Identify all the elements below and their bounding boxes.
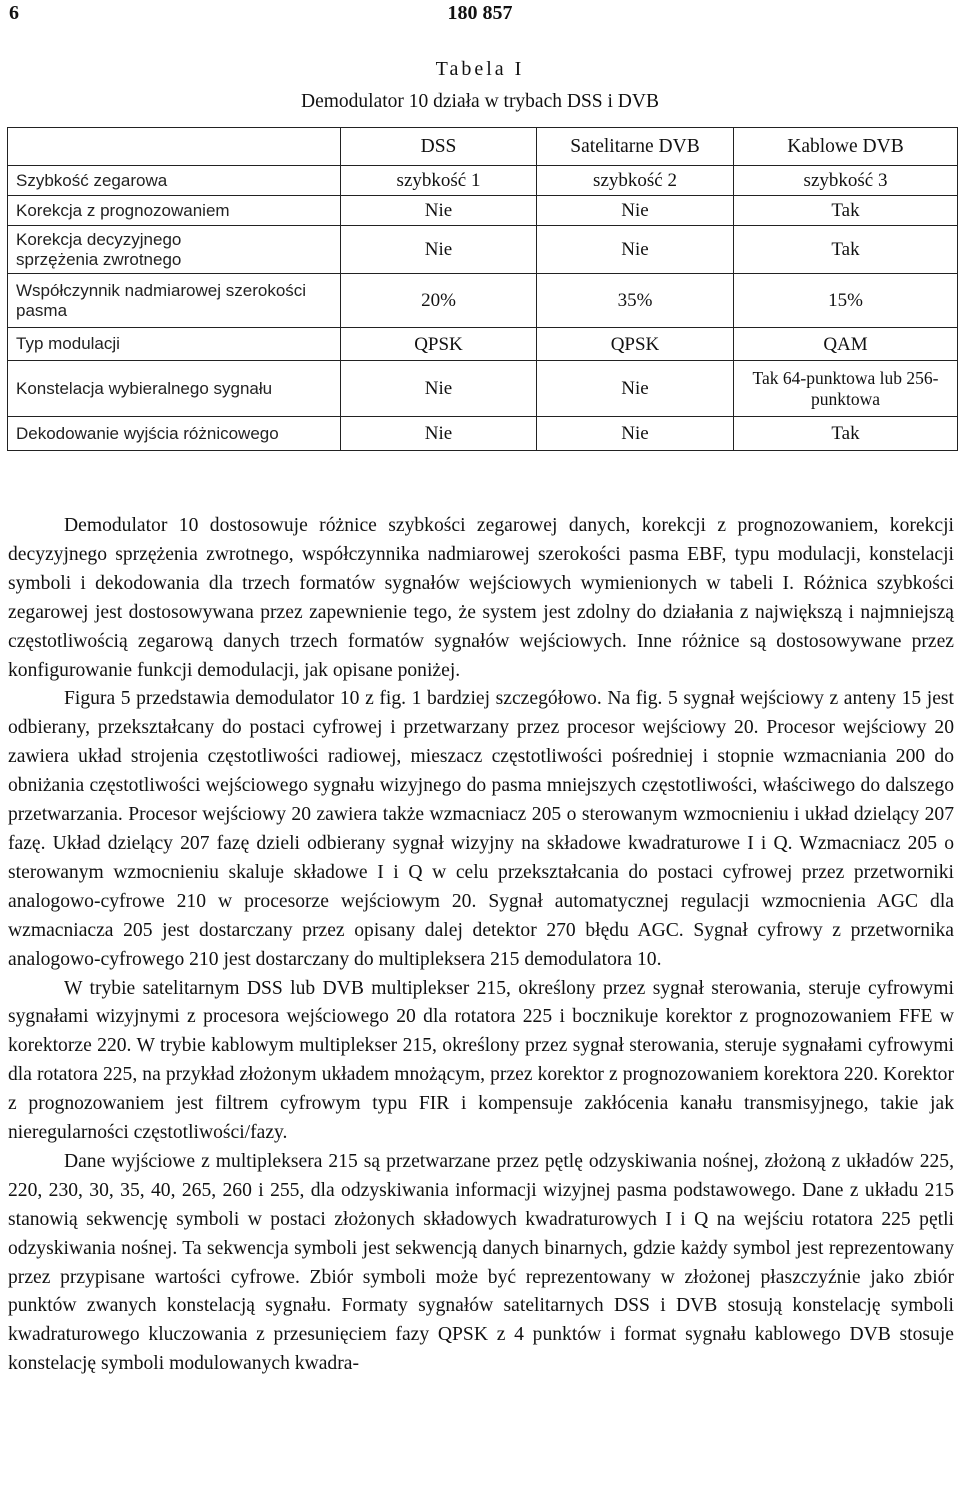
cell-cable-dvb: Tak bbox=[734, 226, 958, 274]
cell-dss: szybkość 1 bbox=[341, 166, 537, 196]
cell-satellite-dvb: Nie bbox=[537, 196, 734, 226]
row-label: Korekcja decyzyjnego sprzężenia zwrotnego bbox=[8, 226, 341, 274]
table-row bbox=[8, 274, 958, 328]
column-header-cable-dvb: Kablowe DVB bbox=[734, 128, 958, 166]
cell-satellite-dvb: Nie bbox=[537, 226, 734, 274]
row-label: Dekodowanie wyjścia różnicowego bbox=[8, 417, 341, 451]
row-label: Typ modulacji bbox=[8, 328, 341, 361]
table-row bbox=[8, 417, 958, 451]
cell-cable-dvb: QAM bbox=[734, 328, 958, 361]
table-row bbox=[8, 196, 958, 226]
cell-dss: Nie bbox=[341, 361, 537, 417]
cell-satellite-dvb: 35% bbox=[537, 274, 734, 328]
table-row bbox=[8, 328, 958, 361]
cell-cable-dvb: Tak bbox=[734, 417, 958, 451]
cell-cable-dvb: szybkość 3 bbox=[734, 166, 958, 196]
table-header-row bbox=[8, 128, 958, 166]
column-header-satellite-dvb: Satelitarne DVB bbox=[537, 128, 734, 166]
paragraph: W trybie satelitarnym DSS lub DVB multiplekser 215, określony przez sygnał sterowania, steruje cyfrowymi sygnałami wizyjnymi z procesora wejściowego 20 dla rotatora 225 i bocznikuje korektor z prognozowaniem FFE w korektorze 220. W trybie kablowym multiplekser 215, określony przez sygnał sterowania, steruje sygnałami cyfrowymi dla rotatora 225, na przykład złożonym układem mnożącym, przez korektor z prognozowaniem korektora 220. Korektor z prognozowaniem jest filtrem cyfrowym typu FIR i kompensuje zakłócenia kanału transmisyjnego, takie jak nieregularności częstotliwości/fazy. bbox=[8, 977, 954, 1144]
row-label: Korekcja z prognozowaniem bbox=[8, 196, 341, 226]
table-title: Demodulator 10 działa w trybach DSS i DVB bbox=[301, 91, 659, 112]
cell-dss: Nie bbox=[341, 196, 537, 226]
page-number: 6 bbox=[9, 2, 19, 24]
cell-dss: QPSK bbox=[341, 328, 537, 361]
paragraph: Figura 5 przedstawia demodulator 10 z fig. 1 bardziej szczegółowo. Na fig. 5 sygnał wejściowy z anteny 15 jest odbierany, przekształcany do postaci cyfrowej i przetwarzany przez procesor wejściowy 20. Procesor wejściowy 20 zawiera układ strojenia częstotliwości radiowej, mieszacz częstotliwości pośredniej i stopnie wzmacniania 200 do obniżania częstotliwości wejściowego sygnału wizyjnego do pasma mniejszych częstotliwości, właściwego do dalszego przetwarzania. Procesor wejściowy 20 zawiera także wzmacniacz 205 o sterowanym wzmocnieniu i układ dzielący 207 fazę. Układ dzielący 207 fazę dzieli odbierany sygnał wizyjny na składowe kwadraturowe I i Q. Wzmacniacz 205 o sterowanym wzmocnieniu skaluje składowe I i Q w celu przekształcania do postaci cyfrowej przez przetworniki analogowo-cyfrowe 210 w procesorze wejściowym 20. Sygnał automatycznej regulacji wzmocnienia AGC dla wzmacniacza 205 jest dostarczany przez opisany dalej detektor 270 błędu AGC. Sygnał cyfrowy z przetwornika analogowo-cyfrowego 210 jest dostarczany do multipleksera 215 demodulatora 10. bbox=[8, 688, 954, 970]
cell-satellite-dvb: QPSK bbox=[537, 328, 734, 361]
cell-cable-dvb: 15% bbox=[734, 274, 958, 328]
row-label: Współczynnik nadmiarowej szerokości pasma bbox=[8, 274, 341, 328]
cell-satellite-dvb: Nie bbox=[537, 361, 734, 417]
body-text bbox=[8, 512, 954, 1379]
cell-dss: 20% bbox=[341, 274, 537, 328]
table-row bbox=[8, 361, 958, 417]
table-row bbox=[8, 166, 958, 196]
spec-table bbox=[7, 127, 958, 451]
cell-dss: Nie bbox=[341, 417, 537, 451]
cell-cable-dvb: Tak 64-punktowa lub 256-punktowa bbox=[734, 361, 958, 417]
paragraph: Dane wyjściowe z multipleksera 215 są przetwarzane przez pętlę odzyskiwania nośnej, złożoną z układów 225, 220, 230, 30, 35, 40, 265, 260 i 255, dla odzyskiwania informacji wizyjnej pasma podstawowego. Dane z układu 215 stanowią sekwencję symboli w postaci złożonych składowych kwadraturowych I i Q na wejściu rotatora 225 pętli odzyskiwania nośnej. Ta sekwencja symboli jest sekwencją danych binarnych, gdzie każdy symbol jest reprezentowany przez przypisane wartości cyfrowe. Zbiór symboli może być reprezentowany w złożonej płaszczyźnie jako zbiór punktów zwanych konstelacją sygnału. Formaty sygnałów satelitarnych DSS i DVB stosują konstelację symboli kwadraturowego kluczowania z przesunięciem fazy QPSK z 4 punktów i format sygnału kablowego DVB stosuje konstelację symboli modulowanych kwadra- bbox=[8, 1150, 954, 1375]
paragraph: Demodulator 10 dostosowuje różnice szybkości zegarowej danych, korekcji z prognozowaniem, korekcji decyzyjnego sprzężenia zwrotnego, współczynnika nadmiarowej szerokości pasma EBF, typu modulacji, konstelacji symboli i dekodowania dla trzech formatów sygnałów wejściowych wymienionych w tabeli I. Różnica szybkości zegarowej jest dostosowywana przez zapewnienie tego, że system jest zdolny do działania z największą i najmniejszą częstotliwością zegarową danych trzech formatów sygnałów wejściowych. Inne różnice są dostosowywane przez konfigurowanie funkcji demodulacji, jak opisane poniżej. bbox=[8, 515, 954, 681]
table-row bbox=[8, 226, 958, 274]
cell-dss: Nie bbox=[341, 226, 537, 274]
cell-cable-dvb: Tak bbox=[734, 196, 958, 226]
column-header-dss: DSS bbox=[341, 128, 537, 166]
spec-table-wrapper bbox=[7, 127, 957, 451]
cell-satellite-dvb: szybkość 2 bbox=[537, 166, 734, 196]
table-caption: Tabela I bbox=[435, 58, 525, 80]
row-label: Szybkość zegarowa bbox=[8, 166, 341, 196]
header-empty-cell bbox=[8, 128, 341, 166]
row-label: Konstelacja wybieralnego sygnału bbox=[8, 361, 341, 417]
cell-satellite-dvb: Nie bbox=[537, 417, 734, 451]
patent-number: 180 857 bbox=[447, 2, 513, 24]
